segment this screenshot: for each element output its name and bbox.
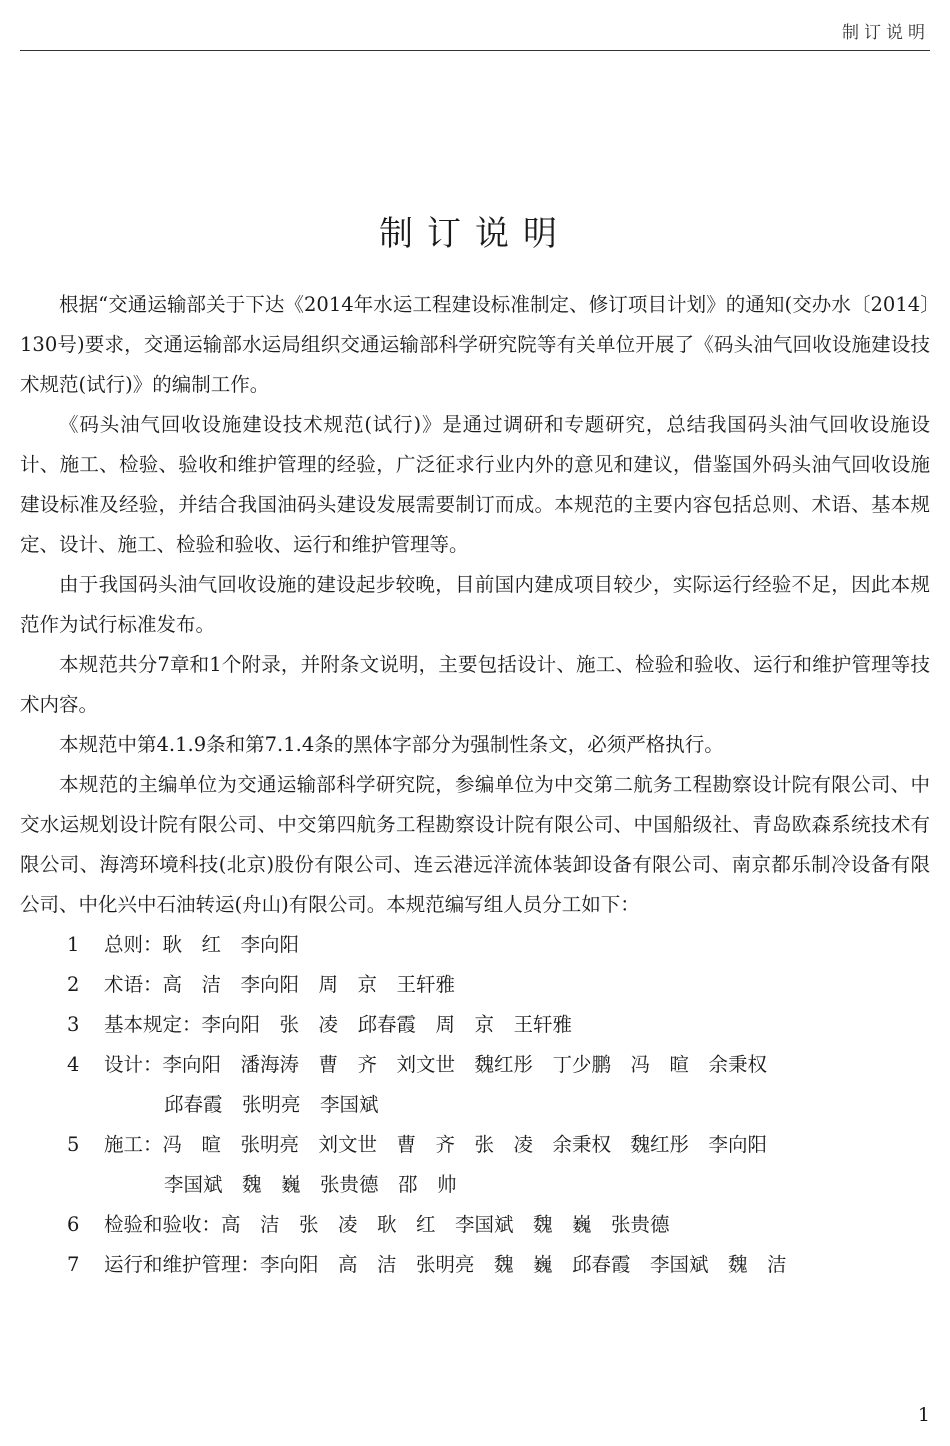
chapter-number: 7 [67, 1253, 80, 1276]
document-body [20, 285, 930, 1285]
paragraph-5: 本规范中第4.1.9条和第7.1.4条的黑体字部分为强制性条文，必须严格执行。 [59, 733, 724, 756]
list-item [20, 965, 930, 1005]
list-item [20, 1205, 930, 1245]
chapter-authors: 运行和维护管理：李向阳 高 洁 张明亮 魏 巍 邱春霞 李国斌 魏 洁 [104, 1253, 787, 1276]
chapter-authors-continued: 邱春霞 张明亮 李国斌 [164, 1093, 379, 1116]
chapter-number: 4 [67, 1053, 80, 1076]
paragraph-6: 本规范的主编单位为交通运输部科学研究院，参编单位为中交第二航务工程勘察设计院有限公司、中交水运规划设计院有限公司、中交第四航务工程勘察设计院有限公司、中国船级社、青岛欧森系统技术有限公司、海湾环境科技(北京)股份有限公司、连云港远洋流体装卸设备有限公司、南京都乐制冷设备有限公司、中化兴中石油转运(舟山)有限公司。本规范编写组人员分工如下： [20, 773, 930, 916]
running-head-title: 制订说明 [842, 23, 930, 43]
paragraph-3: 由于我国码头油气回收设施的建设起步较晚，目前国内建成项目较少，实际运行经验不足，因此本规范作为试行标准发布。 [20, 573, 930, 636]
chapter-authors: 施工：冯 暄 张明亮 刘文世 曹 齐 张 凌 余秉权 魏红彤 李向阳 [104, 1133, 768, 1156]
chapter-number: 6 [67, 1213, 80, 1236]
chapter-number: 3 [67, 1013, 80, 1036]
chapter-authors: 设计：李向阳 潘海涛 曹 齐 刘文世 魏红彤 丁少鹏 冯 暄 余秉权 [104, 1053, 768, 1076]
page-title: 制订说明 [379, 214, 571, 254]
chapter-number: 2 [67, 973, 80, 996]
chapter-authors-continued: 李国斌 魏 巍 张贵德 邵 帅 [164, 1173, 457, 1196]
paragraph-4: 本规范共分7章和1个附录，并附条文说明，主要包括设计、施工、检验和验收、运行和维护管理等技术内容。 [20, 653, 930, 716]
chapter-authors: 检验和验收：高 洁 张 凌 耿 红 李国斌 魏 巍 张贵德 [104, 1213, 670, 1236]
list-item [20, 925, 930, 965]
paragraph-2: 《码头油气回收设施建设技术规范(试行)》是通过调研和专题研究，总结我国码头油气回收设施设计、施工、检验、验收和维护管理的经验，广泛征求行业内外的意见和建议，借鉴国外码头油气回收设施建设标准及经验，并结合我国油码头建设发展需要制订而成。本规范的主要内容包括总则、术语、基本规定、设计、施工、检验和验收、运行和维护管理等。 [20, 413, 930, 556]
chapter-number: 1 [67, 933, 80, 956]
paragraph-1: 根据“交通运输部关于下达《2014年水运工程建设标准制定、修订项目计划》的通知(交办水〔2014〕130号)要求，交通运输部水运局组织交通运输部科学研究院等有关单位开展了《码头油气回收设施建设技术规范(试行)》的编制工作。 [20, 293, 930, 396]
chapter-authors: 总则：耿 红 李向阳 [104, 933, 300, 956]
author-roster [20, 925, 930, 1285]
list-item [20, 1125, 930, 1205]
chapter-authors: 基本规定：李向阳 张 凌 邱春霞 周 京 王轩雅 [104, 1013, 573, 1036]
chapter-number: 5 [67, 1133, 80, 1156]
running-head [20, 14, 930, 51]
page-number: 1 [917, 1404, 930, 1426]
list-item [20, 1005, 930, 1045]
list-item [20, 1245, 930, 1285]
list-item [20, 1045, 930, 1125]
chapter-authors: 术语：高 洁 李向阳 周 京 王轩雅 [104, 973, 456, 996]
